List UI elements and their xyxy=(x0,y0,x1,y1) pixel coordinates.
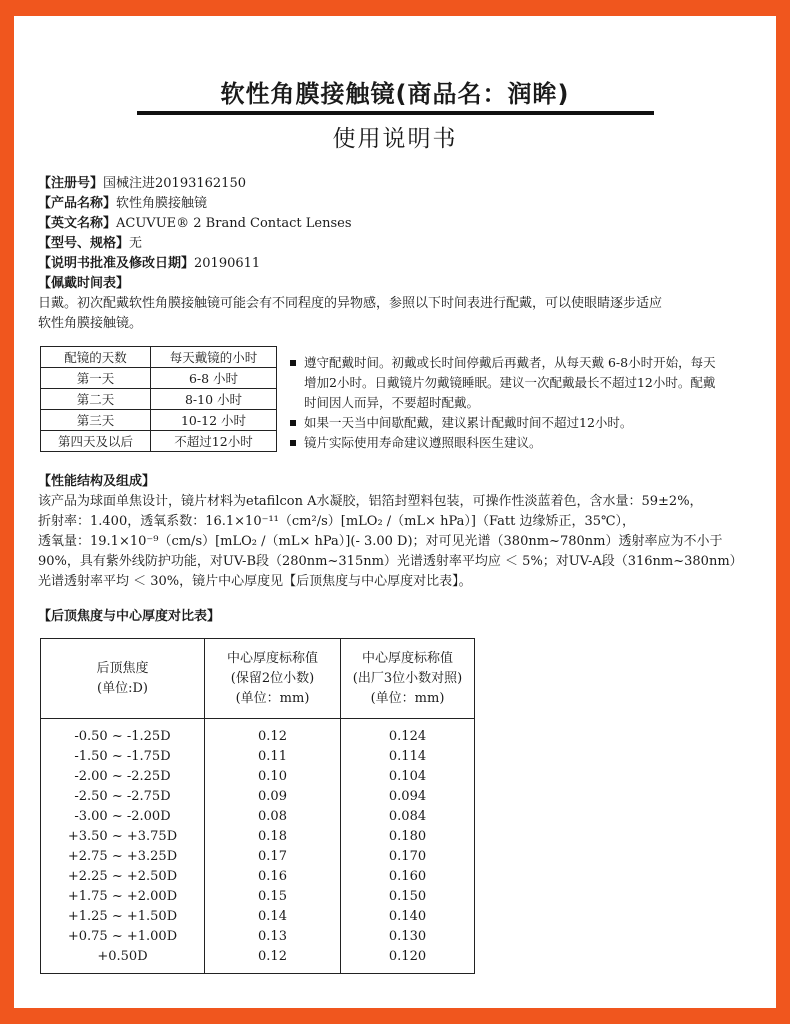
square-bullet-icon xyxy=(290,420,296,426)
info-value: 无 xyxy=(129,236,143,251)
table-row xyxy=(41,807,475,827)
table-row xyxy=(41,787,475,807)
performance-heading: 【性能结构及组成】 xyxy=(38,474,156,489)
table-row xyxy=(41,431,277,452)
table-row xyxy=(41,368,277,389)
table-cell: 0.17 xyxy=(205,847,341,867)
performance-line: 该产品为球面单焦设计，镜片材料为etafilcon A水凝胶，铝箔封塑料包装，可操作性淡蓝着色，含水量：59±2%， xyxy=(38,494,703,509)
table-cell: 0.140 xyxy=(341,907,475,927)
table-cell: 0.130 xyxy=(341,927,475,947)
table-cell: 0.104 xyxy=(341,767,475,787)
table-cell: +0.50D xyxy=(41,947,205,974)
info-value: 20190611 xyxy=(194,256,261,271)
table-row xyxy=(41,927,475,947)
thickness-heading: 【后顶焦度与中心厚度对比表】 xyxy=(38,609,221,624)
table-cell: 0.124 xyxy=(341,719,475,748)
document-subtitle: 使用说明书 xyxy=(332,126,458,152)
header-line: 后顶焦度 xyxy=(96,660,149,676)
info-row-model xyxy=(38,234,758,254)
table-cell: 0.14 xyxy=(205,907,341,927)
table-cell: 0.170 xyxy=(341,847,475,867)
info-label: 【英文名称】 xyxy=(38,216,117,231)
info-row-english-name xyxy=(38,214,758,234)
table-header-cell: 配镜的天数 xyxy=(41,347,151,368)
info-value: 国械注进20193162150 xyxy=(103,176,246,191)
table-cell: 0.180 xyxy=(341,827,475,847)
table-header-cell xyxy=(41,639,205,719)
table-cell: +3.50 ~ +3.75D xyxy=(41,827,205,847)
info-value: ACUVUE® 2 Brand Contact Lenses xyxy=(116,216,352,231)
header-line: (出厂3位小数对照) xyxy=(352,670,463,686)
performance-line: 折射率：1.400，透氧系数：16.1×10⁻¹¹（cm²/s）[mLO₂ /（mL× hPa）]（Fatt 边缘矫正，35℃）， xyxy=(38,514,636,529)
performance-line: 透氧量：19.1×10⁻⁹（cm/s）[mLO₂ /（mL× hPa）](- 3.00 D)；对可见光谱（380nm~780nm）透射率应为不小于 xyxy=(38,534,723,549)
table-header-cell xyxy=(341,639,475,719)
square-bullet-icon xyxy=(290,440,296,446)
table-cell: 0.18 xyxy=(205,827,341,847)
table-row xyxy=(41,887,475,907)
header-line: (单位：mm) xyxy=(235,690,310,706)
table-cell: +2.75 ~ +3.25D xyxy=(41,847,205,867)
table-cell: 0.160 xyxy=(341,867,475,887)
table-cell: -3.00 ~ -2.00D xyxy=(41,807,205,827)
table-cell: 0.10 xyxy=(205,767,341,787)
performance-line: 90%，具有紫外线防护功能，对UV-B段（280nm~315nm）光谱透射率平均应 ＜ 5%；对UV-A段（316nm~380nm） xyxy=(38,554,743,569)
table-row xyxy=(41,747,475,767)
table-cell: 0.150 xyxy=(341,887,475,907)
thickness-table xyxy=(40,638,475,974)
info-label: 【型号、规格】 xyxy=(38,236,130,251)
info-row-product-name xyxy=(38,194,758,214)
table-row xyxy=(41,827,475,847)
table-cell: 0.16 xyxy=(205,867,341,887)
note-line: 遵守配戴时间。初戴或长时间停戴后再戴者，从每天戴 6-8小时开始，每天 xyxy=(304,355,716,370)
table-cell: 0.15 xyxy=(205,887,341,907)
table-row xyxy=(41,767,475,787)
performance-line: 光谱透射率平均 ＜ 30%，镜片中心厚度见【后顶焦度与中心厚度对比表】。 xyxy=(38,574,472,589)
note-line: 增加2小时。日戴镜片勿戴镜睡眠。建议一次配戴最长不超过12小时。配戴 xyxy=(304,375,716,390)
table-cell: 0.094 xyxy=(341,787,475,807)
table-cell: 0.11 xyxy=(205,747,341,767)
header-line: (单位：mm) xyxy=(370,690,445,706)
table-cell: -1.50 ~ -1.75D xyxy=(41,747,205,767)
wear-notes xyxy=(290,353,764,453)
table-header-cell xyxy=(205,639,341,719)
document-page xyxy=(14,16,776,1008)
square-bullet-icon xyxy=(290,360,296,366)
table-row xyxy=(41,847,475,867)
note-line: 镜片实际使用寿命建议遵照眼科医生建议。 xyxy=(304,435,542,450)
table-cell: +2.25 ~ +2.50D xyxy=(41,867,205,887)
note-line: 时间因人而异，不要超时配戴。 xyxy=(304,395,480,410)
table-cell: +1.75 ~ +2.00D xyxy=(41,887,205,907)
header-line: (保留2位小数) xyxy=(230,670,315,686)
table-cell: -2.00 ~ -2.25D xyxy=(41,767,205,787)
wear-intro-line: 日戴。初次配戴软性角膜接触镜可能会有不同程度的异物感，参照以下时间表进行配戴，可以使眼睛逐步适应 xyxy=(38,296,663,311)
info-row-date xyxy=(38,254,758,274)
header-line: 中心厚度标称值 xyxy=(361,650,453,666)
table-cell: 8-10 小时 xyxy=(151,389,277,410)
wear-intro xyxy=(38,294,758,334)
table-cell: 0.09 xyxy=(205,787,341,807)
table-cell: 0.084 xyxy=(341,807,475,827)
product-info xyxy=(38,174,758,294)
table-cell: 第四天及以后 xyxy=(41,431,151,452)
table-header-row xyxy=(41,347,277,368)
table-cell: 0.120 xyxy=(341,947,475,974)
wear-schedule-table xyxy=(40,346,277,452)
info-label: 【说明书批准及修改日期】 xyxy=(38,256,195,271)
table-cell: 0.12 xyxy=(205,719,341,748)
table-cell: 10-12 小时 xyxy=(151,410,277,431)
table-cell: -2.50 ~ -2.75D xyxy=(41,787,205,807)
wear-schedule-heading: 【佩戴时间表】 xyxy=(38,276,130,291)
table-cell: +1.25 ~ +1.50D xyxy=(41,907,205,927)
info-label: 【注册号】 xyxy=(38,176,104,191)
table-cell: +0.75 ~ +1.00D xyxy=(41,927,205,947)
wear-intro-line: 软性角膜接触镜。 xyxy=(38,316,143,331)
note-item xyxy=(290,433,764,453)
header-line: (单位:D) xyxy=(97,680,148,696)
table-header-row xyxy=(41,639,475,719)
table-row xyxy=(41,410,277,431)
table-cell: -0.50 ~ -1.25D xyxy=(41,719,205,748)
table-cell: 0.08 xyxy=(205,807,341,827)
table-cell: 0.114 xyxy=(341,747,475,767)
note-item xyxy=(290,413,764,433)
info-value: 软性角膜接触镜 xyxy=(116,196,208,211)
table-cell: 不超过12小时 xyxy=(151,431,277,452)
table-cell: 第二天 xyxy=(41,389,151,410)
info-label: 【产品名称】 xyxy=(38,196,117,211)
table-cell: 第三天 xyxy=(41,410,151,431)
info-row-registration xyxy=(38,174,758,194)
document-title: 软性角膜接触镜(商品名：润眸) xyxy=(220,80,570,108)
table-header-cell: 每天戴镜的小时 xyxy=(151,347,277,368)
table-row xyxy=(41,907,475,927)
header-line: 中心厚度标称值 xyxy=(226,650,318,666)
table-cell: 第一天 xyxy=(41,368,151,389)
table-row xyxy=(41,947,475,974)
title-divider xyxy=(137,111,654,115)
performance-section xyxy=(38,472,778,592)
table-row xyxy=(41,389,277,410)
table-cell: 0.12 xyxy=(205,947,341,974)
note-line: 如果一天当中间歇配戴，建议累计配戴时间不超过12小时。 xyxy=(304,415,633,430)
note-item xyxy=(290,353,764,413)
table-cell: 0.13 xyxy=(205,927,341,947)
table-row xyxy=(41,867,475,887)
table-row xyxy=(41,719,475,748)
table-cell: 6-8 小时 xyxy=(151,368,277,389)
